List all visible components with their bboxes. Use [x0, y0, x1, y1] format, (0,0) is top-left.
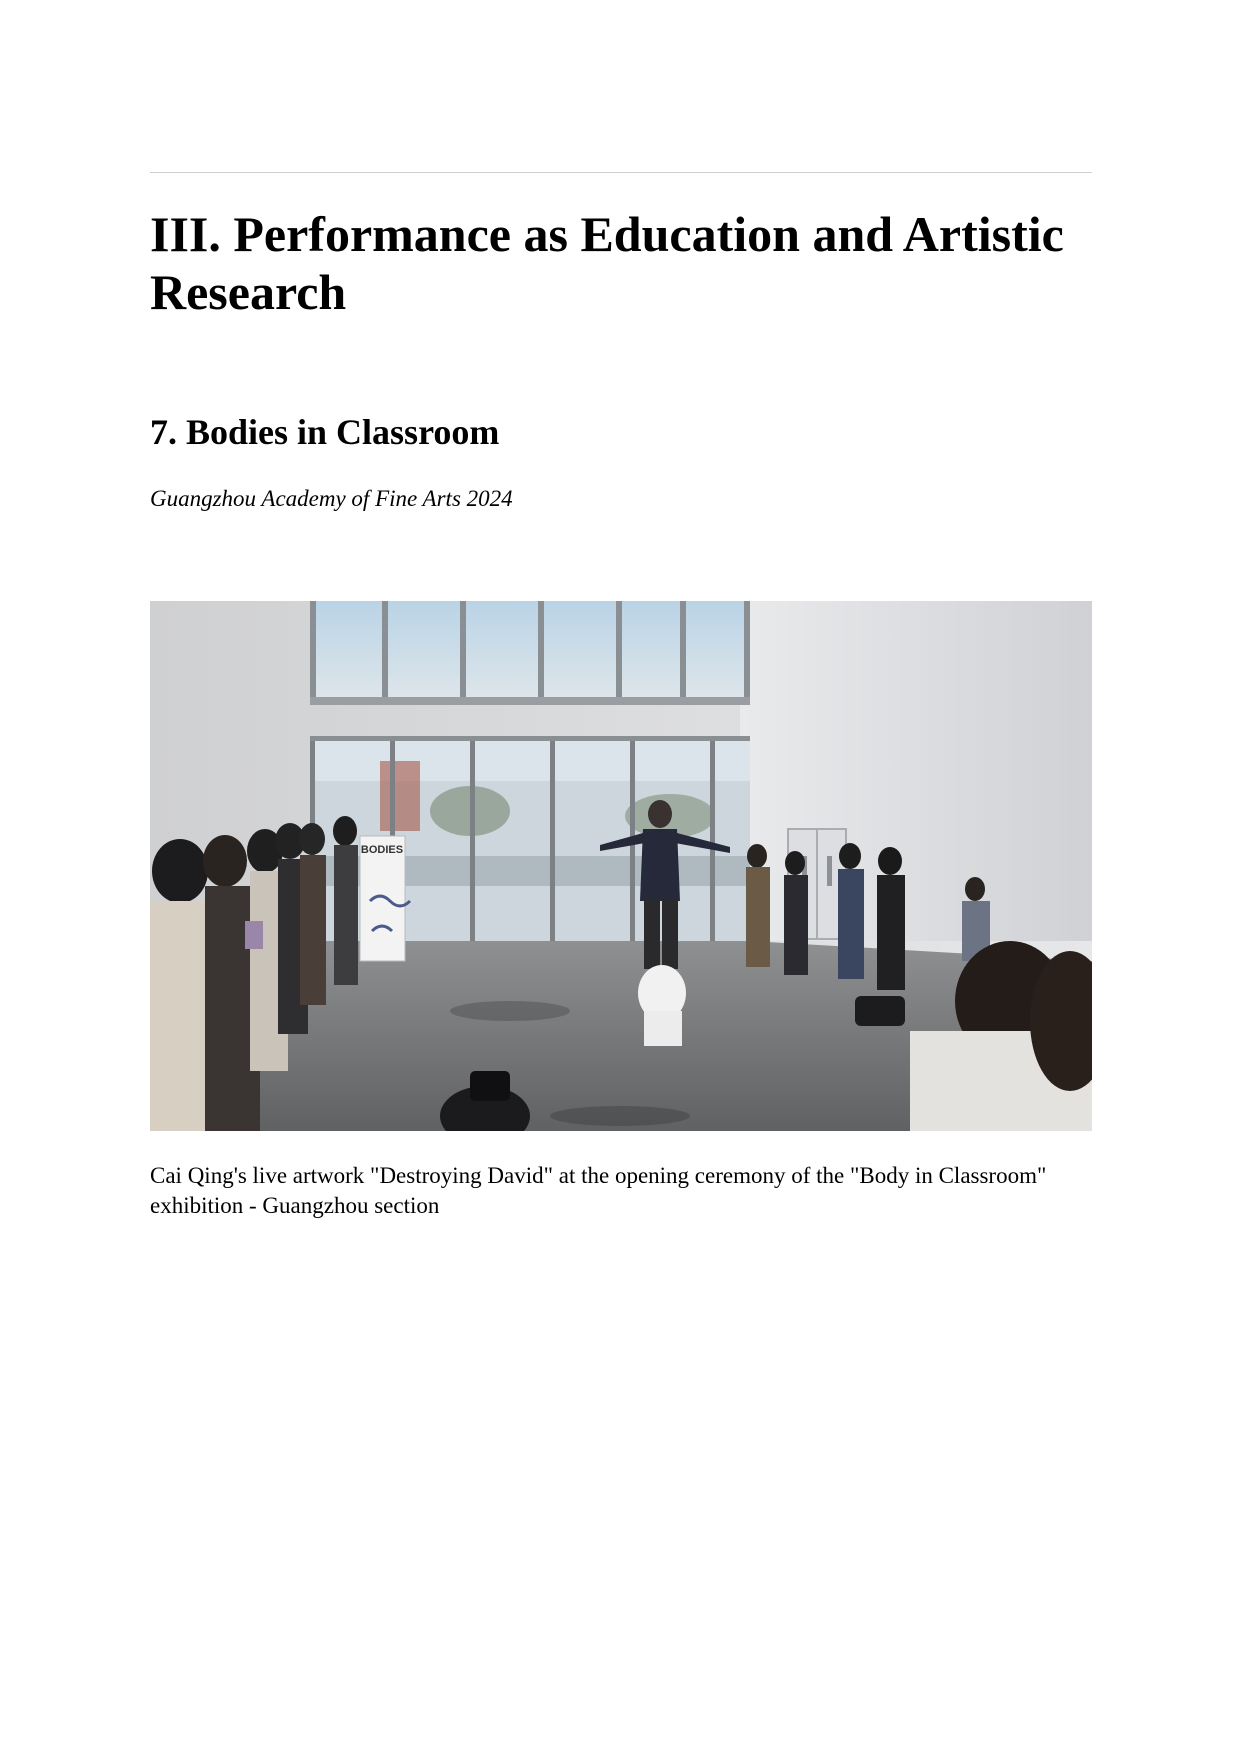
figure-caption: Cai Qing's live artwork "Destroying David" at the opening ceremony of the "Body in Classroom" exhibition - Guangzhou section — [150, 1163, 1047, 1218]
chapter-title: 7. Bodies in Classroom — [150, 412, 500, 452]
chapter-subtitle: Guangzhou Academy of Fine Arts 2024 — [150, 486, 513, 511]
banner-text: BODIES — [360, 844, 404, 856]
upper-window — [310, 601, 750, 705]
exhibition-banner — [360, 836, 410, 961]
top-divider — [150, 172, 1092, 173]
performance-photo — [150, 601, 1092, 1131]
section-title: III. Performance as Education and Artistic Research — [150, 206, 1064, 320]
